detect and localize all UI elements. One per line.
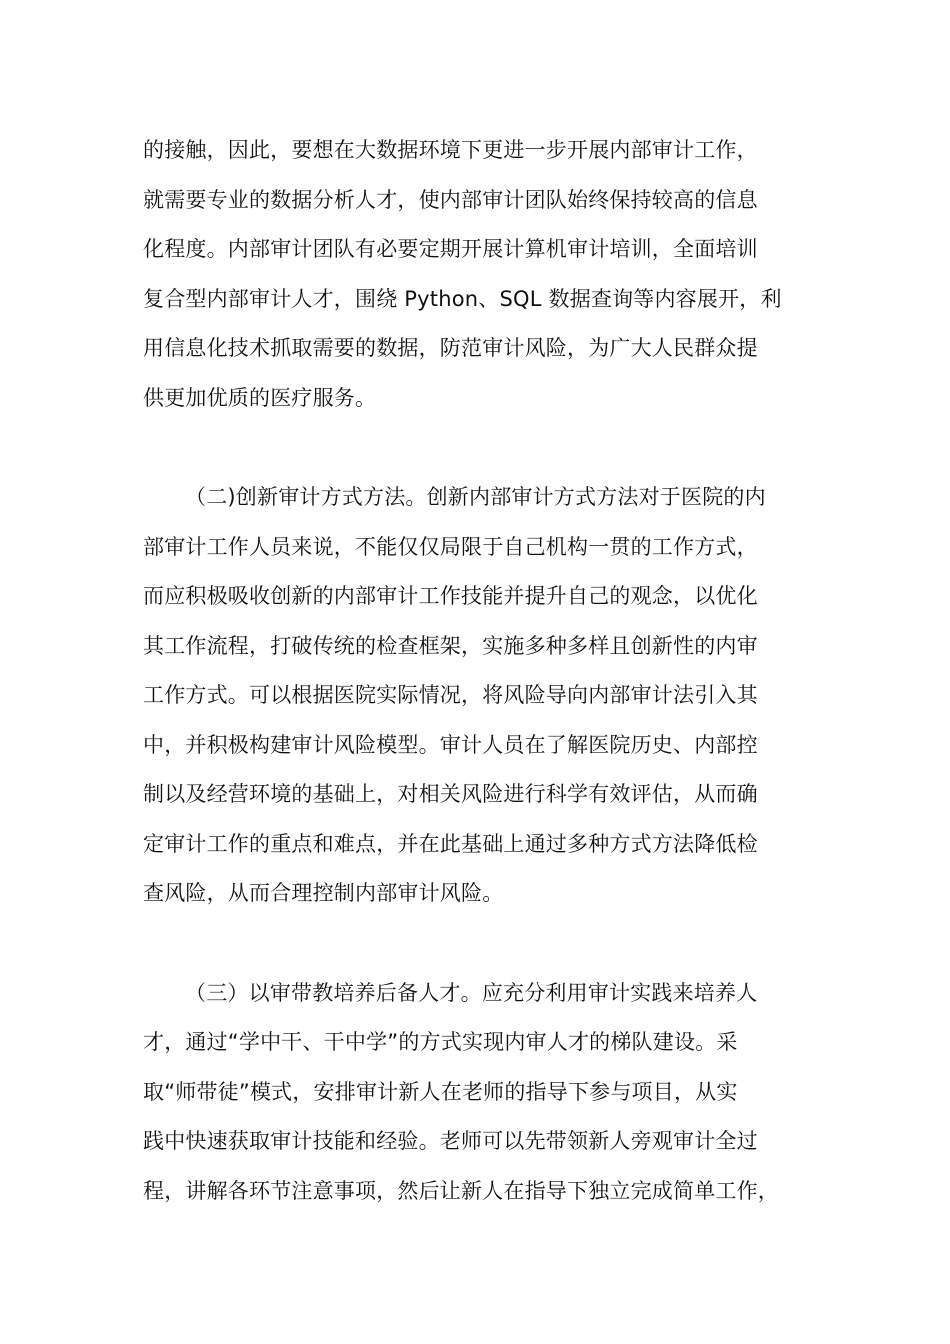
document-body <box>143 126 811 1216</box>
text-line: 其工作流程，打破传统的检查框架，实施多种多样且创新性的内审 <box>143 633 758 658</box>
text-line: 程，讲解各环节注意事项，然后让新人在指导下独立完成简单工作， <box>143 1178 779 1203</box>
text-line-first: （三）以审带教培养后备人才。应充分利用审计实践来培养人 <box>185 980 758 1005</box>
text-line: 用信息化技术抓取需要的数据，防范审计风险，为广大人民群众提 <box>143 336 758 360</box>
text-line: 才，通过“学中干、干中学”的方式实现内审人才的梯队建设。采 <box>143 1030 738 1054</box>
text-line: 部审计工作人员来说，不能仅仅局限于自己机构一贯的工作方式， <box>143 534 758 559</box>
text-line: 而应积极吸收创新的内部审计工作技能并提升自己的观念，以优化 <box>143 584 758 608</box>
text-line: 工作方式。可以根据医院实际情况，将风险导向内部审计法引入其 <box>143 683 758 707</box>
text-line: 供更加优质的医疗服务。 <box>143 385 377 410</box>
text-line: 复合型内部审计人才，围绕 Python、SQL 数据查询等内容展开，利 <box>143 286 782 311</box>
paragraph-spacer <box>143 423 811 473</box>
text-line: 就需要专业的数据分析人才，使内部审计团队始终保持较高的信息 <box>143 187 758 212</box>
text-line: 的接触，因此，要想在大数据环境下更进一步开展内部审计工作， <box>143 138 758 162</box>
text-line: 中，并积极构建审计风险模型。审计人员在了解医院历史、内部控 <box>143 732 758 757</box>
paragraph-innovate-methods <box>143 473 811 919</box>
text-line: 定审计工作的重点和难点，并在此基础上通过多种方式方法降低检 <box>143 831 758 856</box>
text-line: 践中快速获取审计技能和经验。老师可以先带领新人旁观审计全过 <box>143 1129 758 1153</box>
text-line-first: （二)创新审计方式方法。创新内部审计方式方法对于医院的内 <box>185 485 766 509</box>
text-line: 制以及经营环境的基础上，对相关风险进行科学有效评估，从而确 <box>143 782 758 806</box>
paragraph-data-talent <box>143 126 811 423</box>
text-line: 查风险，从而合理控制内部审计风险。 <box>143 881 504 905</box>
paragraph-train-talent <box>143 969 811 1217</box>
text-line: 化程度。内部审计团队有必要定期开展计算机审计培训，全面培训 <box>143 237 758 261</box>
text-line: 取“师带徒”模式，安排审计新人在老师的指导下参与项目，从实 <box>143 1079 738 1104</box>
paragraph-spacer <box>143 919 811 969</box>
